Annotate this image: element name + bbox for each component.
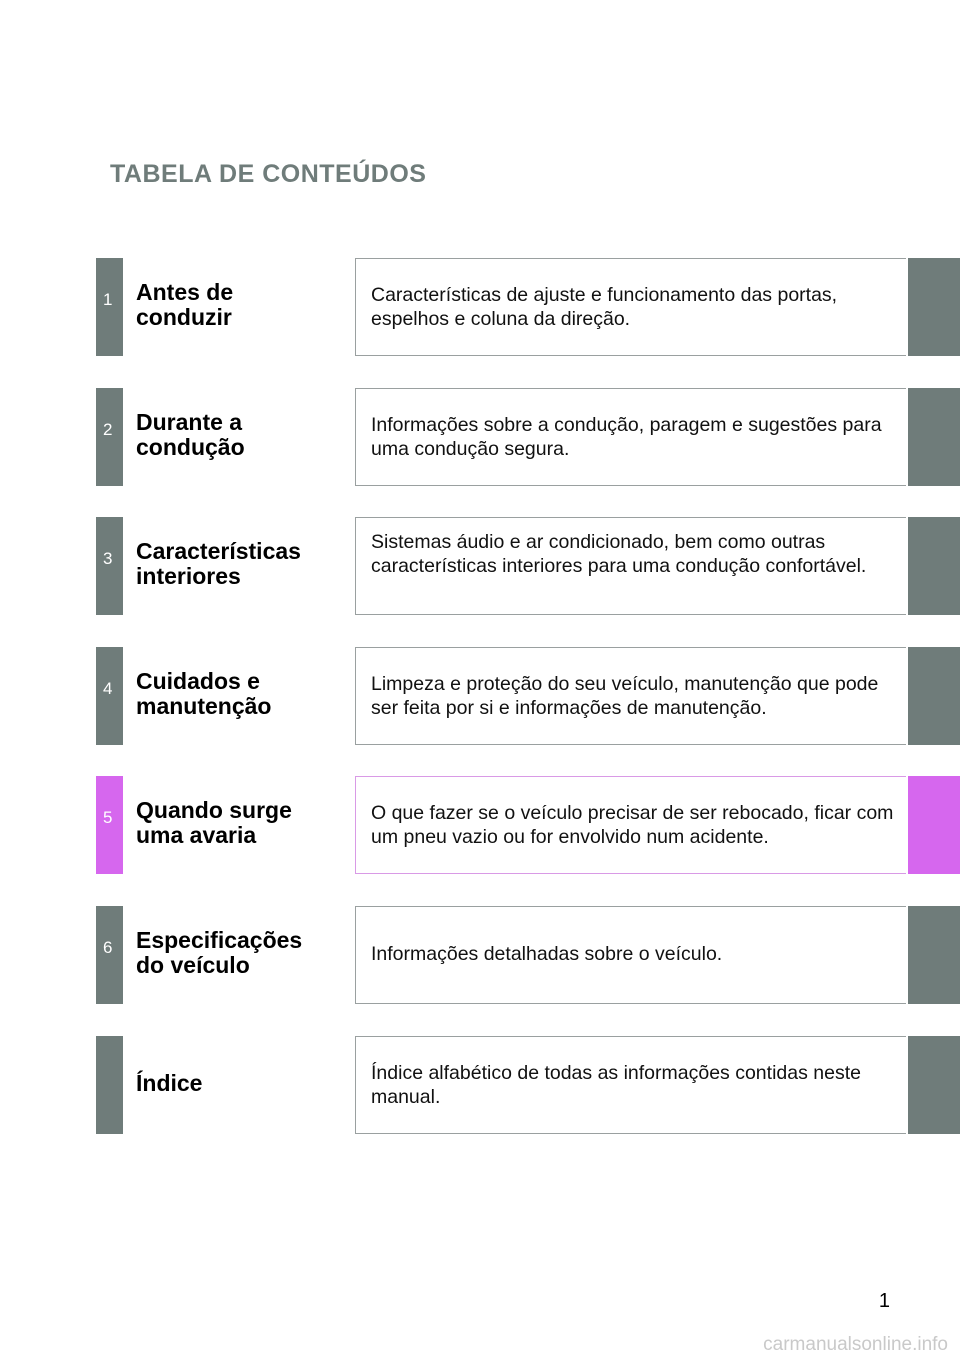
section-heading[interactable]: Quando surge uma avaria: [136, 797, 292, 848]
section-number-tab: [96, 1036, 123, 1134]
section-description: Informações detalhadas sobre o veículo.: [371, 943, 723, 965]
section-number-tab: [96, 776, 123, 874]
section-end-tab: [908, 647, 960, 745]
section-number-tab: [96, 517, 123, 615]
section-description-box: [355, 1036, 906, 1134]
section-description: Limpeza e proteção do seu veículo, manutenção que pode ser feita por si e informações de manutenção.: [371, 673, 879, 719]
section-4[interactable]: [96, 647, 960, 745]
section-description: O que fazer se o veículo precisar de ser rebocado, ficar com um pneu vazio ou for envolvido num acidente.: [371, 802, 894, 848]
section-heading[interactable]: Especificações do veículo: [136, 927, 303, 978]
section-description: Sistemas áudio e ar condicionado, bem como outras características interiores para uma condução confortável.: [371, 531, 867, 577]
section-index[interactable]: [96, 1036, 960, 1134]
section-description-box: [355, 258, 906, 356]
section-number-tab: [96, 388, 123, 486]
section-heading[interactable]: Índice: [136, 1070, 203, 1096]
section-end-tab: [908, 776, 960, 874]
page-title: TABELA DE CONTEÚDOS: [110, 160, 427, 188]
watermark: carmanualsonline.info: [763, 1334, 948, 1355]
section-end-tab: [908, 906, 960, 1004]
section-number-tab: [96, 906, 123, 1004]
section-heading[interactable]: Durante a condução: [136, 409, 245, 460]
section-description: Informações sobre a condução, paragem e sugestões para uma condução segura.: [371, 414, 882, 460]
section-description-box: [355, 517, 906, 615]
section-1[interactable]: [96, 258, 960, 356]
section-description-box: [355, 647, 906, 745]
section-description-box: [355, 906, 906, 1004]
section-number: 1: [103, 290, 113, 309]
section-heading[interactable]: Características interiores: [136, 538, 301, 589]
section-number: 4: [103, 679, 113, 698]
section-5[interactable]: [96, 776, 960, 874]
section-description: Índice alfabético de todas as informações contidas neste manual.: [371, 1062, 861, 1108]
section-description-box: [355, 776, 906, 874]
section-number: 3: [103, 549, 113, 568]
section-end-tab: [908, 1036, 960, 1134]
page-number: 1: [878, 1290, 890, 1312]
section-end-tab: [908, 517, 960, 615]
section-number: 6: [103, 938, 113, 957]
section-2[interactable]: [96, 388, 960, 486]
section-description: Características de ajuste e funcionamento das portas, espelhos e coluna da direção.: [371, 284, 838, 330]
section-number-tab: [96, 647, 123, 745]
section-description-box: [355, 388, 906, 486]
section-end-tab: [908, 388, 960, 486]
section-6[interactable]: [96, 906, 960, 1004]
section-number-tab: [96, 258, 123, 356]
section-number: 2: [103, 420, 113, 439]
section-heading[interactable]: Cuidados e manutenção: [136, 668, 272, 719]
section-number: 5: [103, 808, 113, 827]
section-heading[interactable]: Antes de conduzir: [136, 279, 234, 330]
section-3[interactable]: [96, 517, 960, 615]
section-end-tab: [908, 258, 960, 356]
